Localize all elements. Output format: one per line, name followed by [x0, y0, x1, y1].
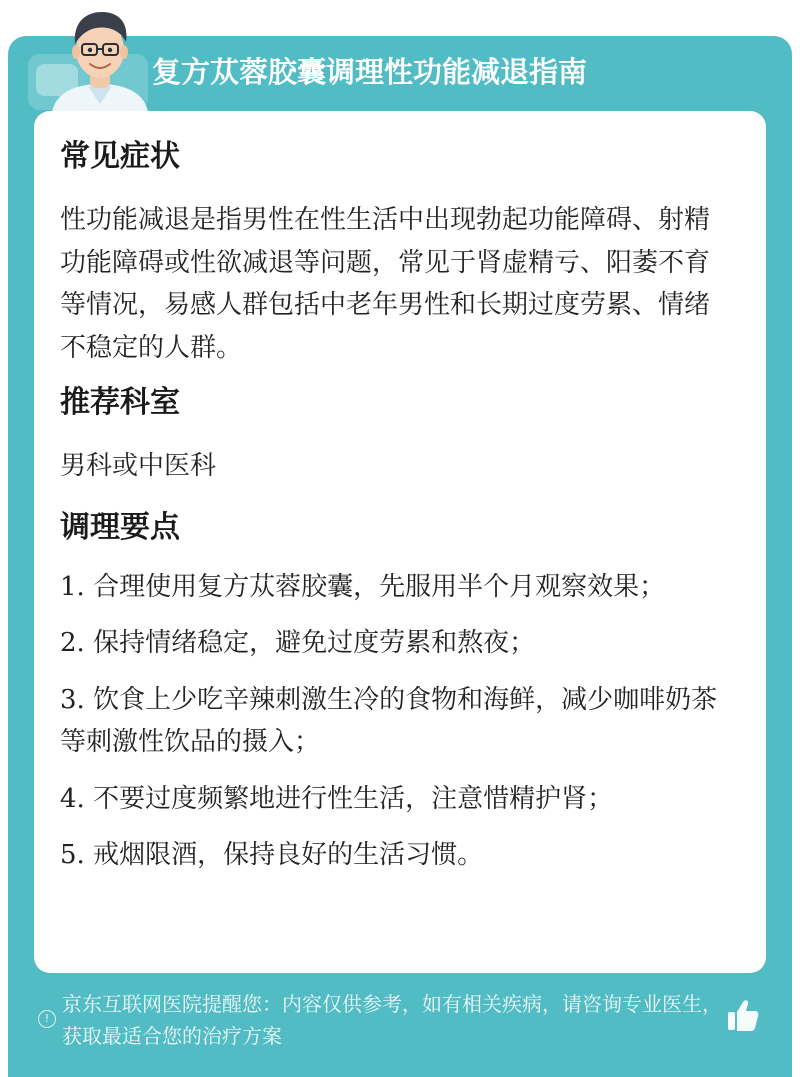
- list-item-text: 饮食上少吃辛辣刺激生冷的食物和海鲜，减少咖啡奶茶等刺激性饮品的摄入；: [60, 684, 718, 757]
- list-item: [60, 834, 728, 877]
- list-item-number: 1.: [60, 571, 85, 602]
- footer-notice: [34, 988, 766, 1058]
- department-text: 男科或中医科: [60, 451, 217, 481]
- list-item: [60, 778, 728, 821]
- list-item-number: 2.: [60, 628, 85, 658]
- list-item-number: 4.: [60, 783, 85, 814]
- list-item-text: 保持情绪稳定，避免过度劳累和熬夜；: [93, 628, 536, 658]
- list-item-number: 3.: [60, 684, 85, 715]
- footer-notice-text: 京东互联网医院提醒您：内容仅供参考，如有相关疾病，请咨询专业医生，获取最适合您的治疗方案: [62, 992, 722, 1048]
- list-item: [60, 679, 728, 764]
- symptoms-heading: 常见症状: [60, 139, 180, 174]
- thumbs-up-icon[interactable]: [726, 998, 760, 1034]
- content-card: [34, 111, 766, 973]
- list-item-text: 不要过度频繁地进行性生活，注意惜精护肾；: [93, 783, 614, 814]
- symptoms-text: 性功能减退是指男性在性生活中出现勃起功能障碍、射精功能障碍或性欲减退等问题，常见于肾虚精亏、阳萎不育等情况，易感人群包括中老年男性和长期过度劳累、情绪不稳定的人群。: [60, 205, 711, 363]
- doctor-avatar: [46, 0, 154, 112]
- list-item: [60, 622, 728, 665]
- info-icon: !: [38, 1010, 56, 1028]
- list-item-number: 5.: [60, 840, 85, 870]
- list-item-text: 合理使用复方苁蓉胶囊，先服用半个月观察效果；: [93, 571, 666, 602]
- tips-heading: 调理要点: [60, 509, 180, 545]
- list-item: [60, 566, 728, 609]
- page-title: 复方苁蓉胶囊调理性功能减退指南: [152, 55, 588, 89]
- list-item-text: 戒烟限酒，保持良好的生活习惯。: [93, 840, 484, 870]
- tips-list: [60, 566, 728, 877]
- department-heading: 推荐科室: [60, 385, 180, 420]
